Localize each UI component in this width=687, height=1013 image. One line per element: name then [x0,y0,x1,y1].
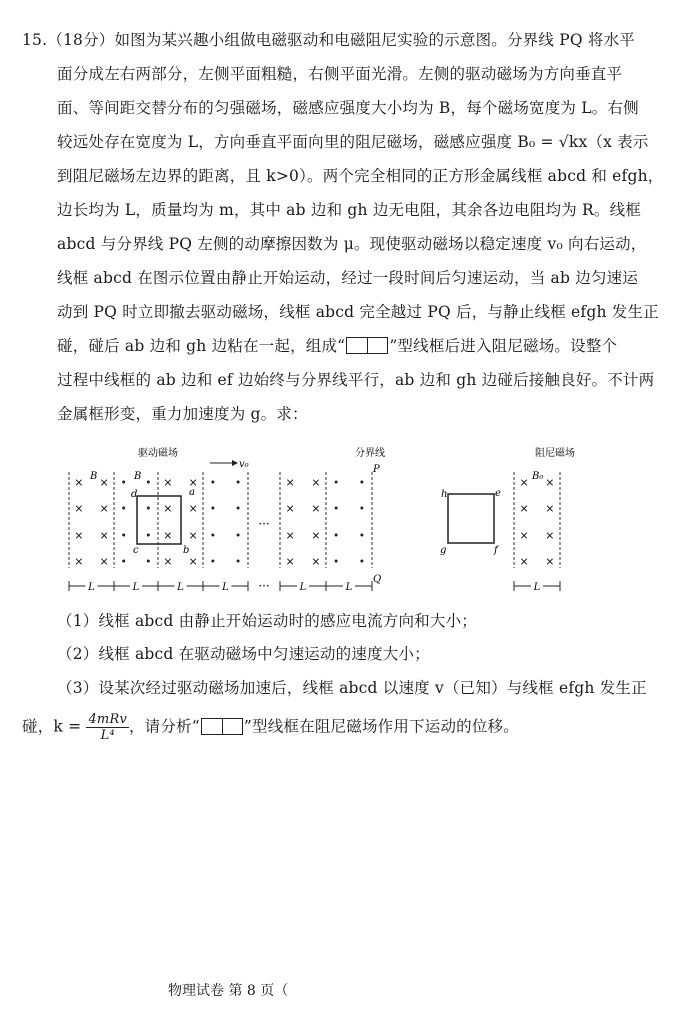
field-into-page-mark: × [519,502,529,515]
problem-line: 到阻尼磁场左边界的距离，且 k>0）。两个完全相同的正方形金属线框 abcd 和 efgh， [57,167,664,185]
field-into-page-mark: × [545,555,555,568]
field-into-page-mark: × [163,476,173,489]
corner-b: b [183,545,190,556]
fraction [86,712,129,743]
boundary-label: 分界线 [355,448,385,459]
question-3-cont [22,712,519,743]
frame-efgh [448,494,494,543]
length-L-label: L [132,582,140,593]
field-into-page-mark: × [188,476,198,489]
problem-line: 面分成左右两部分，左侧平面粗糙，右侧平面光滑。左侧的驱动磁场为方向垂直平 [57,65,623,83]
corner-c: c [133,545,139,556]
field-out-of-page-mark [211,507,214,510]
text: ”型线框在阻尼磁场作用下运动的位移。 [243,717,519,736]
question-3: （3）设某次经过驱动磁场加速后，线框 abcd 以速度 v（已知）与线框 efgh 发生正 [57,679,647,697]
field-into-page-mark: × [519,529,529,542]
corner-h: h [441,489,448,500]
field-out-of-page-mark [237,560,240,563]
page-footer: 物理试卷 第 8 页（ [168,983,289,999]
text: 碰，碰后 ab 边和 gh 边粘在一起，组成“ [57,337,346,355]
field-into-page-mark: × [74,555,84,568]
field-out-of-page-mark [122,481,125,484]
field-out-of-page-mark [211,560,214,563]
length-L-label: L [177,582,184,593]
corner-g: g [440,545,447,556]
text: ”型线框后进入阻尼磁场。设整个 [389,337,618,355]
field-into-page-mark: × [545,476,555,489]
field-into-page-mark: × [285,555,295,568]
problem-line [57,334,617,356]
field-into-page-mark: × [285,502,295,515]
field-out-of-page-mark [237,481,240,484]
problem-line: 边长均为 L，质量均为 m，其中 ab 边和 gh 边无电阻，其余各边电阻均为 R。线框 [57,201,642,219]
P-label: P [373,464,380,475]
field-out-of-page-mark [335,507,338,510]
length-L-label: L [88,582,95,593]
Q-label: Q [373,574,382,585]
field-into-page-mark: × [311,476,321,489]
field-out-of-page-mark [335,560,338,563]
field-into-page-mark: × [74,476,84,489]
field-into-page-mark: × [74,529,84,542]
field-into-page-mark: × [285,476,295,489]
field-into-page-mark: × [519,555,529,568]
field-into-page-mark: × [311,529,321,542]
field-out-of-page-mark [335,481,338,484]
denominator: L⁴ [100,728,115,743]
field-into-page-mark: × [99,555,109,568]
length-scales [69,581,560,593]
field-out-of-page-mark [360,481,363,484]
field-out-of-page-mark [122,560,125,563]
problem-line: 过程中线框的 ab 边和 ef 边始终与分界线平行，ab 边和 gh 边碰后接触良好。不计两 [57,371,655,389]
field-into-page-mark: × [311,502,321,515]
problem-line: 金属框形变，重力加速度为 g。求： [57,405,308,423]
corner-d: d [131,489,138,500]
problem-line: 面、等间距交替分布的匀强磁场，磁感应强度大小均为 B，每个磁场宽度为 L。右侧 [57,99,639,117]
frame-abcd [137,496,181,544]
field-into-page-mark: × [163,555,173,568]
field-into-page-mark: × [99,529,109,542]
field-into-page-mark: × [545,529,555,542]
field-out-of-page-mark [122,507,125,510]
text: ，请分析“ [128,717,200,736]
field-into-page-mark: × [99,476,109,489]
field-into-page-mark: × [545,502,555,515]
field-out-of-page-mark [237,507,240,510]
field-into-page-mark: × [163,502,173,515]
field-into-page-mark: × [519,476,529,489]
field-out-of-page-mark [147,534,150,537]
corner-f: f [494,545,498,556]
field-B0-label: B₀ [532,471,544,482]
text: 碰，k = [22,717,82,736]
question-1: （1）线框 abcd 由静止开始运动时的感应电流方向和大小； [57,612,477,630]
length-L-label: L [299,582,307,593]
physics-diagram [0,440,687,600]
problem-line: 动到 PQ 时立即撤去驱动磁场，线框 abcd 完全越过 PQ 后，与静止线框 efgh 发生正 [57,303,659,321]
field-out-of-page-mark [360,534,363,537]
field-marks [74,476,554,568]
field-into-page-mark: × [188,555,198,568]
field-into-page-mark: × [74,502,84,515]
field-into-page-mark: × [99,502,109,515]
numerator: 4mRv [88,712,127,727]
field-out-of-page-mark [360,507,363,510]
ellipsis: ··· [258,579,270,593]
field-B-label: B [134,471,142,482]
field-into-page-mark: × [163,529,173,542]
field-out-of-page-mark [335,534,338,537]
field-out-of-page-mark [237,534,240,537]
velocity-label: v₀ [239,459,249,470]
drive-field-label: 驱动磁场 [138,448,178,459]
field-out-of-page-mark [122,534,125,537]
double-frame-symbol [346,337,388,354]
field-out-of-page-mark [360,560,363,563]
corner-e: e [495,488,501,499]
corner-a: a [189,487,195,498]
field-B-label: B [90,471,98,482]
damping-field-label: 阻尼磁场 [535,448,575,459]
ellipsis: ··· [258,517,270,531]
problem-line: 线框 abcd 在图示位置由静止开始运动，经过一段时间后匀速运动，当 ab 边匀速运 [57,269,639,287]
field-out-of-page-mark [147,481,150,484]
question-2: （2）线框 abcd 在驱动磁场中匀速运动的速度大小； [57,645,430,663]
length-L-label: L [222,582,229,593]
problem-line: 较远处存在宽度为 L，方向垂直平面向里的阻尼磁场，磁感应强度 B₀ = √kx（x 表示 [57,133,649,151]
problem-line: abcd 与分界线 PQ 左侧的动摩擦因数为 μ。现使驱动磁场以稳定速度 v₀ 向右运动， [57,235,647,253]
double-frame-symbol [201,718,243,735]
velocity-arrowhead [232,460,238,466]
field-out-of-page-mark [211,534,214,537]
field-out-of-page-mark [147,560,150,563]
problem-line: 15.（18分）如图为某兴趣小组做电磁驱动和电磁阻尼实验的示意图。分界线 PQ 将水平 [22,31,635,49]
field-out-of-page-mark [147,507,150,510]
field-into-page-mark: × [311,555,321,568]
field-into-page-mark: × [188,529,198,542]
field-into-page-mark: × [285,529,295,542]
length-L-label: L [345,582,353,593]
field-into-page-mark: × [188,502,198,515]
field-out-of-page-mark [211,481,214,484]
length-L-label: L [533,582,541,593]
